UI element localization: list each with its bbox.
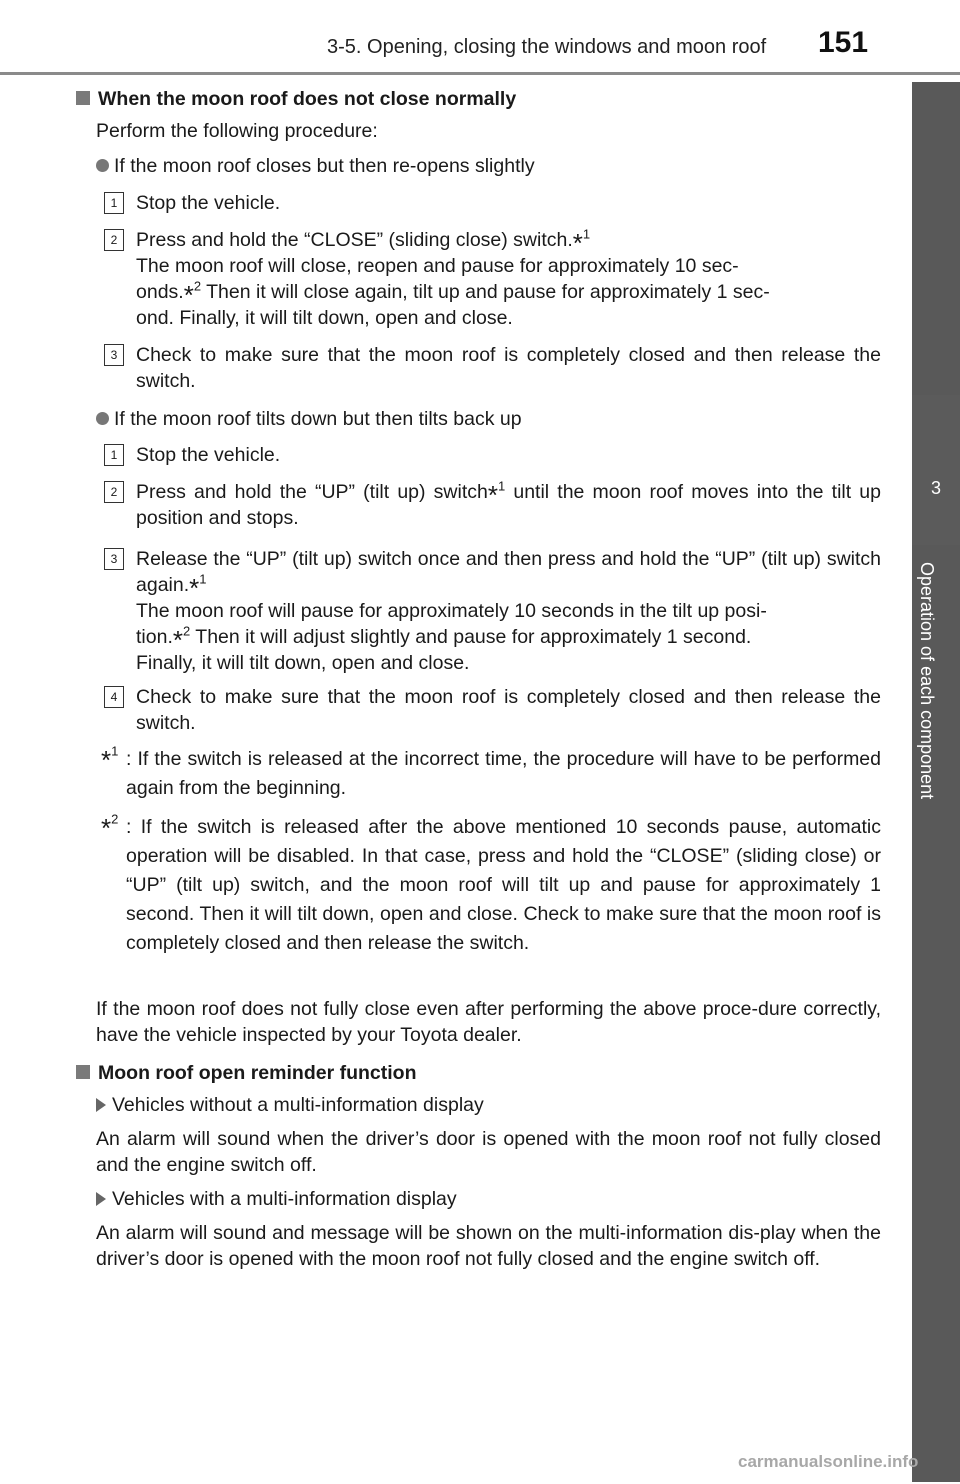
step-text: Press and hold the “UP” (tilt up) switch*$^1$ until the moon roof moves into the tilt up position and stops.	[136, 478, 881, 529]
intro-text: Perform the following procedure:	[96, 120, 378, 142]
footnote-asterisk-icon: *	[172, 625, 183, 655]
page-number: 151	[818, 26, 869, 59]
step-text: Stop the vehicle.	[136, 444, 281, 466]
footnote-asterisk-icon: *	[572, 228, 583, 258]
step-number: 3	[104, 548, 124, 570]
step-number: 1	[104, 444, 124, 466]
sub-heading: Vehicles with a multi-information display	[96, 1186, 457, 1212]
section-heading: Moon roof open reminder function	[76, 1060, 416, 1086]
circle-bullet-icon	[96, 412, 109, 425]
step-text: Stop the vehicle.	[136, 192, 281, 214]
square-bullet-icon	[76, 1065, 90, 1079]
footnote-marker: *$^2$	[101, 811, 119, 843]
chapter-number: 3	[930, 478, 941, 498]
sub-heading: Vehicles without a multi-information display	[96, 1092, 484, 1118]
step-number: 4	[104, 686, 124, 708]
step-number: 1	[104, 192, 124, 214]
closing-paragraph: If the moon roof does not fully close even after performing the above proce-dure correctly, have the vehicle inspected by your Toyota dealer.	[96, 998, 881, 1046]
bullet-item: If the moon roof tilts down but then tilts back up	[96, 406, 522, 432]
step-text: Press and hold the “CLOSE” (sliding close) switch.*$^1$ The moon roof will close, reopen and pause for approximately 10 sec- onds.*$^2$ Then it will close again, tilt up and pause for approximately 1 sec- ond. Finally, it will tilt down, open and close.	[136, 226, 770, 329]
footnote-asterisk-icon: *	[487, 480, 498, 510]
step-text: Check to make sure that the moon roof is completely closed and then release the switch.	[136, 344, 881, 392]
bullet-item: If the moon roof closes but then re-opens slightly	[96, 153, 535, 179]
square-bullet-icon	[76, 91, 90, 105]
circle-bullet-icon	[96, 159, 109, 172]
step-text: Check to make sure that the moon roof is completely closed and then release the switch.	[136, 686, 881, 734]
section-title: 3-5. Opening, closing the windows and moon roof	[327, 36, 767, 58]
footnote-text: : If the switch is released at the incorrect time, the procedure will have to be performed again from the beginning.	[126, 748, 881, 799]
triangle-bullet-icon	[96, 1192, 106, 1206]
paragraph: An alarm will sound when the driver’s door is opened with the moon roof not fully closed and the engine switch off.	[96, 1128, 881, 1176]
step-number: 3	[104, 344, 124, 366]
footnote-marker: *$^1$	[101, 743, 119, 775]
footnote-asterisk-icon: *	[189, 573, 200, 603]
footnote-asterisk-icon: *	[183, 280, 194, 310]
watermark: carmanualsonline.info	[738, 1452, 919, 1471]
footnote-text: : If the switch is released after the above mentioned 10 seconds pause, automatic operation will be disabled. In that case, press and hold the “CLOSE” (sliding close) or “UP” (tilt up) switch, and the moon roof will tilt up and pause for approximately 1 second. Then it will tilt down, open and close. Check to make sure that the moon roof is completely closed and then release the switch.	[126, 816, 881, 954]
chapter-number-box	[912, 395, 960, 545]
step-number: 2	[104, 481, 124, 503]
chapter-label: Operation of each component	[917, 562, 937, 800]
step-number: 2	[104, 229, 124, 251]
step-text: Release the “UP” (tilt up) switch once and then press and hold the “UP” (tilt up) switch again.*$^1$ The moon roof will pause for approximately 10 seconds in the tilt up posi- tion.*$^2$ Then it will adjust slightly and pause for approximately 1 second. Finally, it will tilt down, open and close.	[136, 548, 881, 674]
header-divider	[0, 72, 960, 75]
section-heading: When the moon roof does not close normally	[76, 86, 516, 112]
paragraph: An alarm will sound and message will be shown on the multi-information dis-play when the driver’s door is opened with the moon roof not fully closed and the engine switch off.	[96, 1222, 881, 1270]
triangle-bullet-icon	[96, 1098, 106, 1112]
